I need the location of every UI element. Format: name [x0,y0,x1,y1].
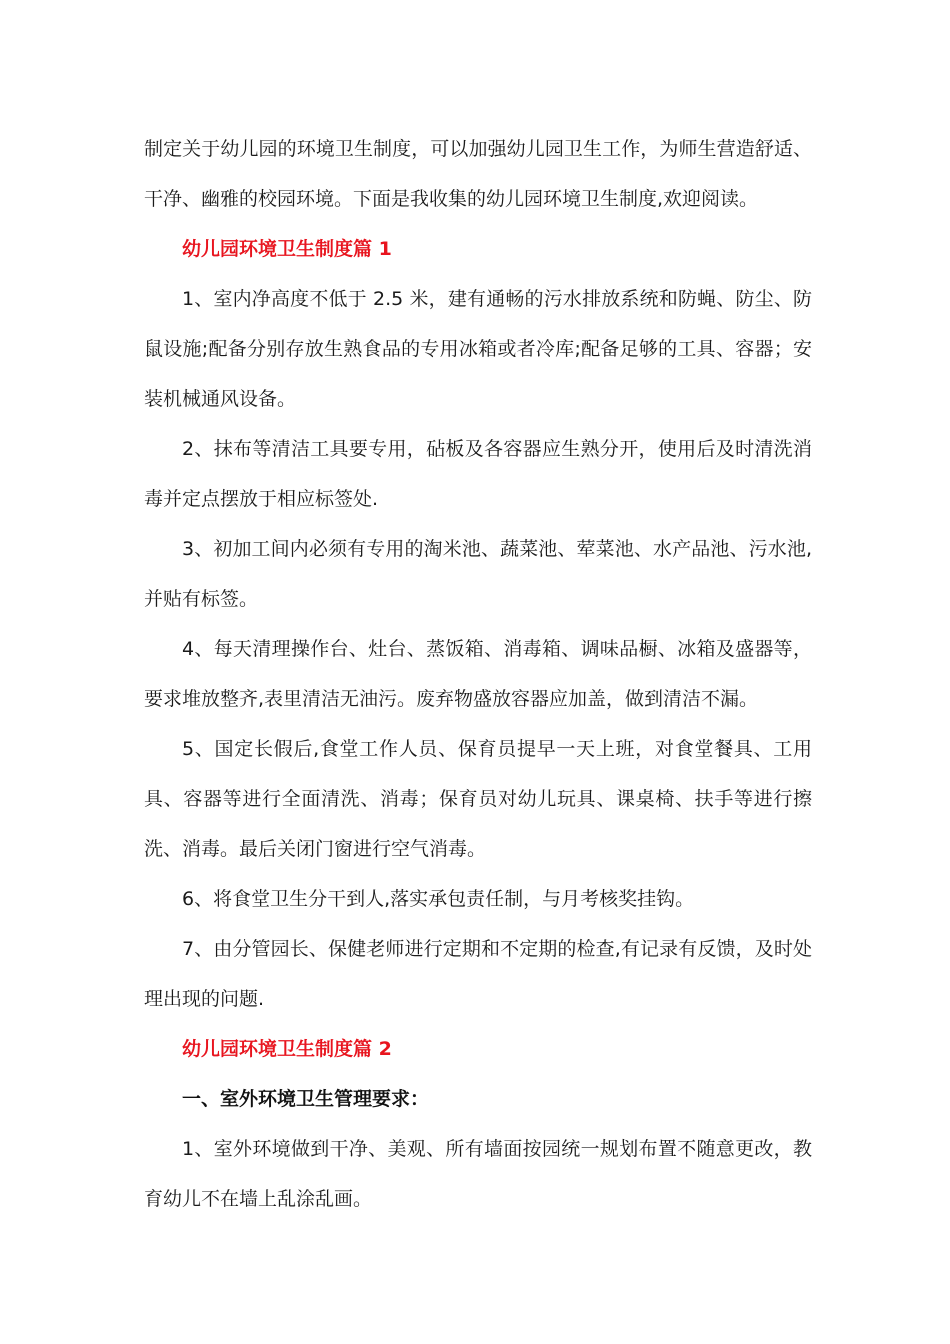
section-2-title: 幼儿园环境卫生制度篇 2 [182,1038,392,1060]
section-1-item-2: 2、抹布等清洁工具要专用，砧板及各容器应生熟分开，使用后及时清洗消毒并定点摆放于相应标签处. [144,438,812,510]
intro-paragraph: 制定关于幼儿园的环境卫生制度，可以加强幼儿园卫生工作，为师生营造舒适、干净、幽雅的校园环境。下面是我收集的幼儿园环境卫生制度,欢迎阅读。 [144,138,812,210]
section-1-item-6: 6、将食堂卫生分干到人,落实承包责任制，与月考核奖挂钩。 [182,888,695,910]
section-2-item-1: 1、室外环境做到干净、美观、所有墙面按园统一规划布置不随意更改，教育幼儿不在墙上乱涂乱画。 [144,1138,812,1210]
section-1-item-5: 5、国定长假后,食堂工作人员、保育员提早一天上班，对食堂餐具、工用具、容器等进行全面清洗、消毒；保育员对幼儿玩具、课桌椅、扶手等进行擦洗、消毒。最后关闭门窗进行空气消毒。 [144,738,812,860]
section-1-item-4: 4、每天清理操作台、灶台、蒸饭箱、消毒箱、调味品橱、冰箱及盛器等，要求堆放整齐,表里清洁无油污。废弃物盛放容器应加盖，做到清洁不漏。 [144,638,812,710]
section-1-title: 幼儿园环境卫生制度篇 1 [182,238,392,260]
section-1-item-3: 3、初加工间内必须有专用的淘米池、蔬菜池、荤菜池、水产品池、污水池,并贴有标签。 [144,538,812,610]
document-body [144,124,812,1224]
section-1-item-7: 7、由分管园长、保健老师进行定期和不定期的检查,有记录有反馈，及时处理出现的问题. [144,938,812,1010]
section-1-item-1: 1、室内净高度不低于 2.5 米，建有通畅的污水排放系统和防蝇、防尘、防鼠设施;配备分别存放生熟食品的专用冰箱或者冷库;配备足够的工具、容器；安装机械通风设备。 [144,288,812,410]
section-2-subtitle: 一、室外环境卫生管理要求： [182,1088,430,1110]
